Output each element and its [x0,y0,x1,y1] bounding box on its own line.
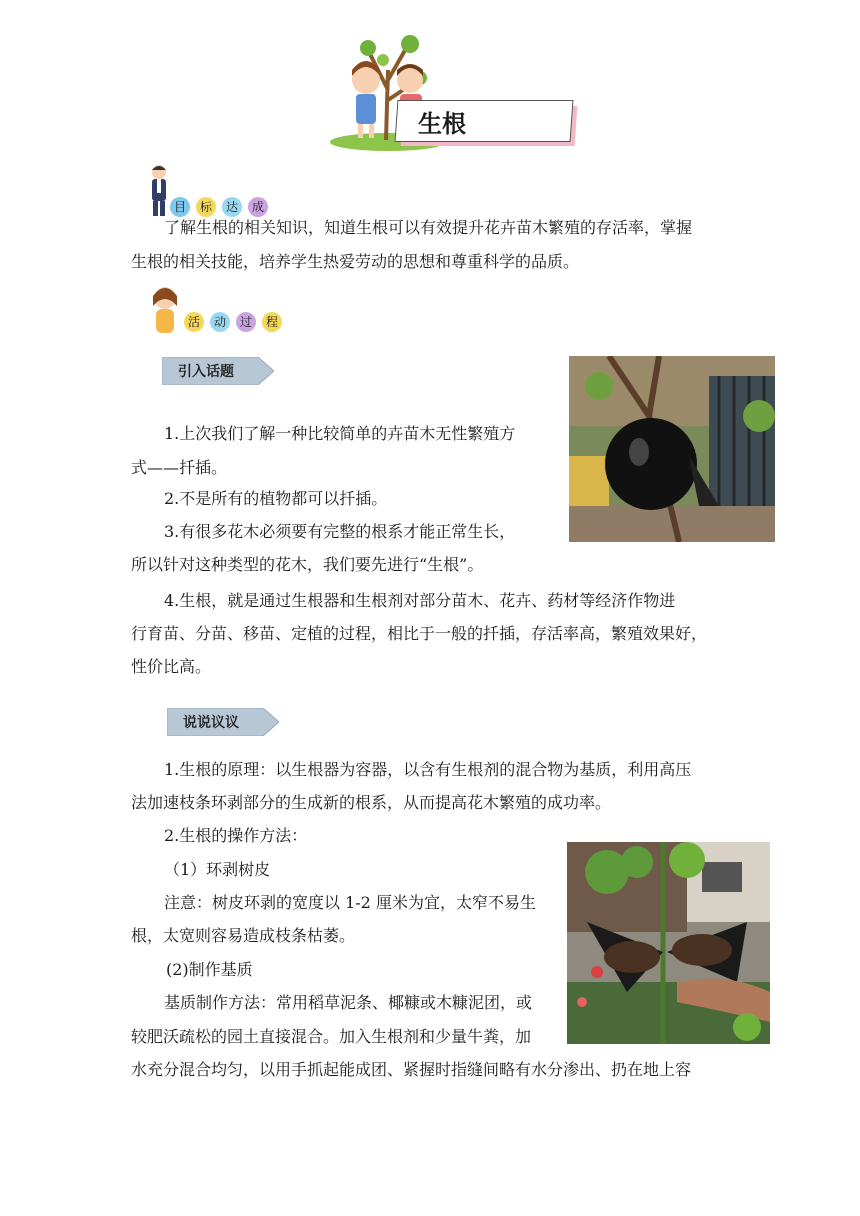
goal-badge-3: 达 [222,197,242,217]
discuss-line-2: 法加速枝条环剥部分的生成新的根系，从而提高花木繁殖的成功率。 [131,793,612,812]
goal-badge-1: 目 [170,197,190,217]
intro-line-3: 2.不是所有的植物都可以扦插。 [164,489,388,508]
discuss-line-10: 水充分混合均匀，以用手抓起能成团、紧握时指缝间略有水分渗出、扔在地上容 [131,1060,692,1079]
tag-intro-label: 引入话题 [178,364,234,380]
opened-rooting-ball-photo [567,842,770,1044]
title-banner [396,100,578,148]
intro-line-1: 1.上次我们了解一种比较简单的卉苗木无性繁殖方 [164,424,516,443]
discuss-line-9: 较肥沃疏松的园土直接混合。加入生根剂和少量牛粪，加 [131,1027,532,1046]
rooting-ball-photo [569,356,775,542]
discuss-line-5: 注意：树皮环剥的宽度以 1-2 厘米为宜，太窄不易生 [164,893,536,912]
tag-intro-topic [162,357,274,385]
intro-line-5: 所以针对这种类型的花木，我们要先进行“生根”。 [131,555,484,574]
goal-badge-4: 成 [248,197,268,217]
intro-line-2: 式——扦插。 [131,458,228,477]
activity-badge-2: 动 [210,312,230,332]
intro-line-8: 性价比高。 [131,657,212,676]
activity-heading [180,310,290,336]
intro-line-7: 行育苗、分苗、移苗、定植的过程，相比于一般的扦插，存活率高，繁殖效果好， [131,624,708,643]
activity-badge-4: 程 [262,312,282,332]
goal-text-line-1: 了解生根的相关知识，知道生根可以有效提升花卉苗木繁殖的存活率，掌握 [164,218,693,237]
intro-line-4: 3.有很多花木必须要有完整的根系才能正常生长， [164,522,516,541]
discuss-line-3: 2.生根的操作方法： [164,826,308,845]
goal-badge-2: 标 [196,197,216,217]
tag-discuss-label: 说说议议 [183,715,239,731]
intro-line-6: 4.生根，就是通过生根器和生根剂对部分苗木、花卉、药材等经济作物进 [164,591,676,610]
discuss-line-8: 基质制作方法：常用稻草泥条、椰糠或木糠泥团，或 [164,993,533,1012]
girl-icon [148,284,182,338]
discuss-line-1: 1.生根的原理：以生根器为容器，以含有生根剂的混合物为基质，利用高压 [164,760,692,779]
discuss-line-6: 根，太宽则容易造成枝条枯萎。 [131,926,356,945]
discuss-line-4: （1）环剥树皮 [164,860,271,879]
page-title: 生根 [418,110,466,138]
goal-text-line-2: 生根的相关技能，培养学生热爱劳动的思想和尊重科学的品质。 [131,252,580,271]
activity-badge-1: 活 [184,312,204,332]
goal-heading [168,195,276,219]
tag-discuss [167,708,279,736]
discuss-line-7: (2)制作基质 [166,960,253,979]
activity-badge-3: 过 [236,312,256,332]
